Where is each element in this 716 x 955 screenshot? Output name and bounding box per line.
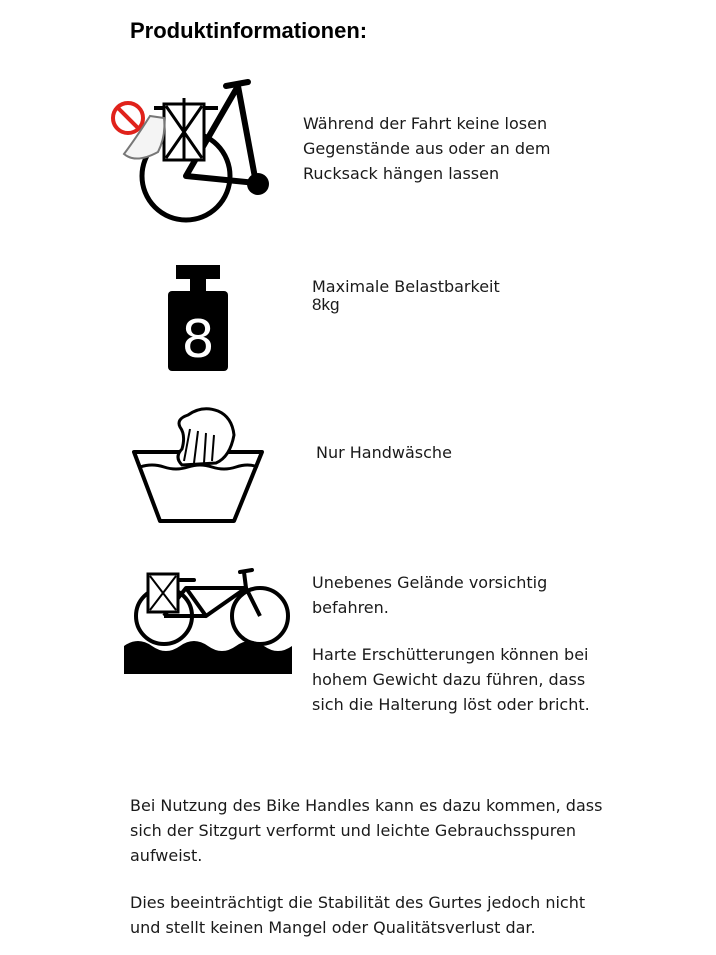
bike-rough-terrain-icon (124, 562, 292, 674)
page-title: Produktinformationen: (130, 18, 368, 43)
max-load-value: 8kg (312, 295, 340, 314)
shock-warning-text: Harte Erschütterungen können bei hohem Gewicht dazu führen, dass sich die Halterung löst oder bricht. (312, 645, 590, 714)
stability-note: Dies beeinträchtigt die Stabilität des Gurtes jedoch nicht und stellt keinen Mangel oder Qualitätsverlust dar. (130, 893, 586, 937)
hand-wash-icon (132, 405, 264, 525)
usage-note: Bei Nutzung des Bike Handles kann es dazu kommen, dass sich der Sitzgurt verformt und leichte Gebrauchsspuren aufweist. (130, 796, 603, 865)
weight-number: 8 (181, 310, 215, 370)
no-hanging-items-bike-icon (106, 78, 276, 223)
max-load-label: Maximale Belastbarkeit (312, 277, 500, 296)
weight-8kg-icon (168, 265, 228, 371)
instruction-text: Während der Fahrt keine losen Gegenstände aus oder an dem Rucksack hängen lassen (303, 114, 551, 183)
terrain-text: Unebenes Gelände vorsichtig befahren. (312, 573, 548, 617)
hand-wash-text: Nur Handwäsche (316, 443, 452, 462)
